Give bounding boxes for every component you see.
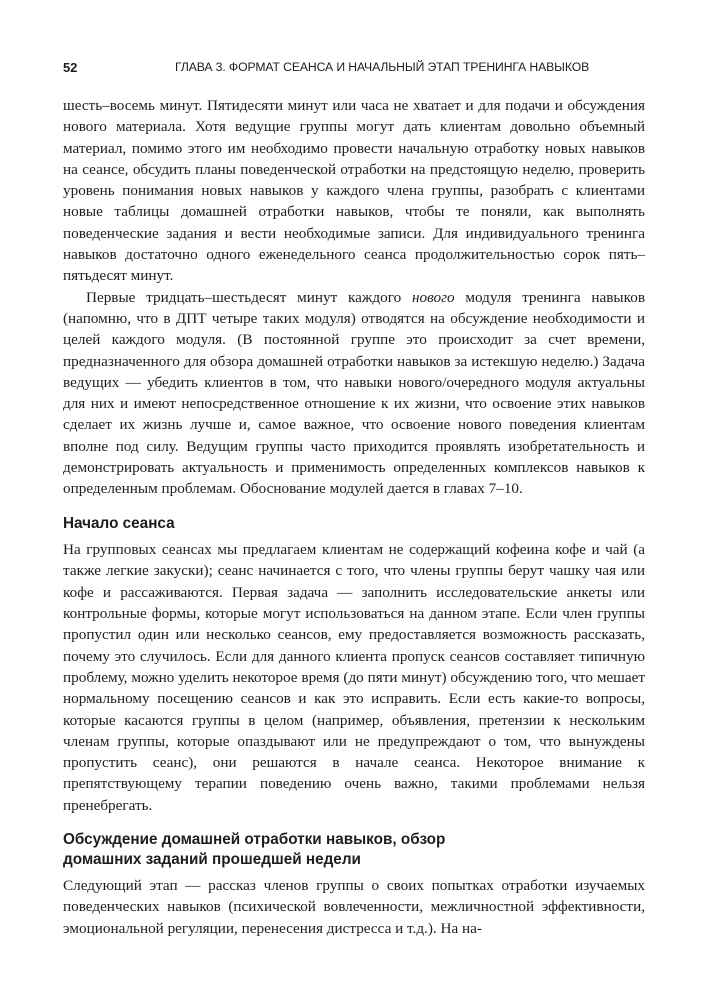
paragraph-2-part-1: Первые тридцать–шестьдесят минут каждого (86, 288, 412, 306)
paragraph-2-part-2: модуля тренинга навыков (напомню, что в ДПТ четыре таких модуля) отводятся на обсуждение необходимости и целей каждого модуля. (В постоянной группе это происходит за счет времени, предназначенного для обзора домашней отработки навыков за истекшую неделю.) Задача ведущих — убедить клиентов в том, что навыки нового/очередного модуля актуальны для них и имеют непосредственное отношение к их жизни, что освоение этих навыков сделает их жизнь лучше и, самое важное, что освоение нового поведения клиентам вполне под силу. Ведущим группы часто приходится проявлять изобретательность и демонстрировать актуальность и применимость определенных комплексов навыков к определенным проблемам. Обоснование модулей дается в главах 7–10. (63, 288, 645, 498)
paragraph-1: шесть–восемь минут. Пятидесяти минут или часа не хватает и для подачи и обсуждения нового материала. Хотя ведущие группы могут дать клиентам довольно объемный материал, помимо этого им необходимо провести начальную отработку новых навыков на сеансе, обсудить планы поведенческой отработки на предстоящую неделю, проверить уровень понимания новых навыков у каждого члена группы, разобрать с клиентами новые таблицы домашней отработки навыков, чтобы те поняли, как выполнять поведенческие задания и вести необходимые записи. Для индивидуального тренинга навыков достаточно одного еженедельного сеанса продолжительностью сорок пять–пятьдесят минут. (63, 97, 645, 285)
paragraph-homework-review: Следующий этап — рассказ членов группы о своих попытках отработки изучаемых поведенческих навыков (психической вовлеченности, межличностной эффективности, эмоциональной регуляции, перенесения дистресса и т.д.). На на- (63, 877, 645, 937)
book-page (63, 58, 645, 939)
emphasis-new: нового (411, 288, 455, 306)
heading-line-1: Обсуждение домашней отработки навыков, обзор (63, 831, 446, 848)
section-heading-homework-review (63, 830, 645, 869)
paragraph-2 (63, 287, 645, 500)
page-number: 52 (63, 60, 78, 75)
running-header (63, 58, 645, 78)
heading-line-2: домашних заданий прошедшей недели (63, 850, 361, 868)
chapter-title: ГЛАВА 3. ФОРМАТ СЕАНСА И НАЧАЛЬНЫЙ ЭТАП ТРЕНИНГА НАВЫКОВ (175, 60, 590, 74)
section-heading-session-start: Начало сеанса (63, 514, 175, 532)
body-text (63, 95, 645, 939)
paragraph-session-start: На групповых сеансах мы предлагаем клиентам не содержащий кофеина кофе и чай (а также легкие закуски); сеанс начинается с того, что члены группы берут чашку чая или кофе и рассаживаются. Первая задача — заполнить исследовательские анкеты или контрольные формы, которые могут использоваться на данном этапе. Если член группы пропустил один или несколько сеансов, ему предоставляется возможность рассказать, почему это случилось. Если для данного клиента пропуск сеансов составляет типичную проблему, можно уделить некоторое время (до пяти минут) обсуждению того, что мешает нормальному посещению сеансов и как это исправить. Если есть какие-то вопросы, которые касаются группы в целом (например, объявления, претензии к нескольким членам группы, которые опаздывают или не предупреждают о том, что вынуждены пропустить сеанс), они решаются в начале сеанса. Некоторое внимание к препятствующему терапии поведению очень важно, такими проблемами нельзя пренебрегать. (63, 541, 645, 814)
